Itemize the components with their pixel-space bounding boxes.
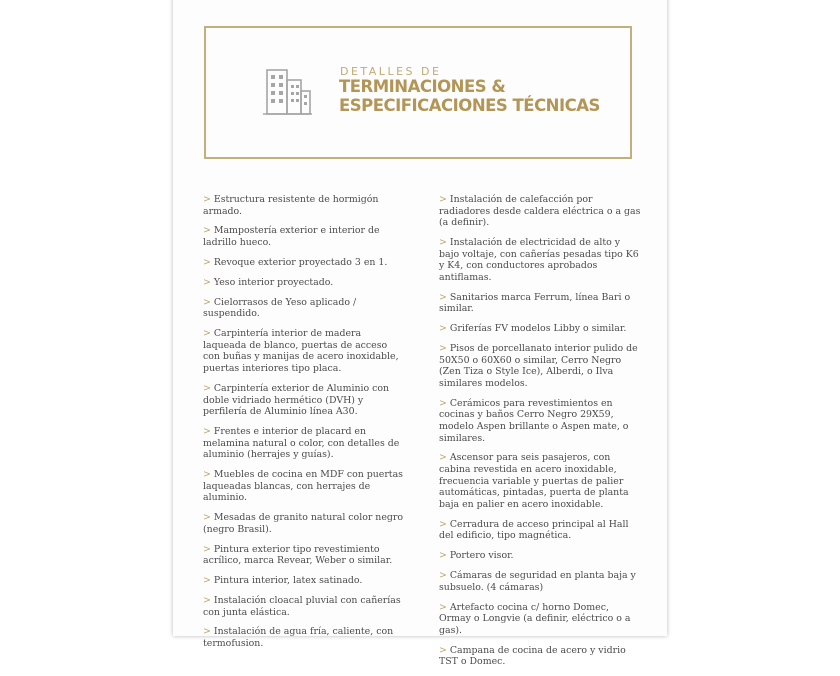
spec-item-text: Yeso interior proyectado. xyxy=(213,276,334,288)
spec-item-text: Carpintería exterior de Aluminio con doble vidriado hermético (DVH) y perfilería de Aluminio línea A30. xyxy=(203,382,390,418)
bullet-arrow-icon: > xyxy=(203,296,211,308)
spec-item xyxy=(439,237,641,283)
spec-item-text: Instalación cloacal pluvial con cañerías con junta elástica. xyxy=(203,595,401,618)
spec-item xyxy=(439,645,641,668)
bullet-arrow-icon: > xyxy=(203,575,211,587)
spec-item xyxy=(439,323,641,335)
bullet-arrow-icon: > xyxy=(439,644,447,656)
bullet-arrow-icon: > xyxy=(439,570,447,582)
spec-item xyxy=(203,383,405,418)
spec-item-text: Pisos de porcellanato interior pulido de 50X50 o 60X60 o similar, Cerro Negro (Zen Tiza o Style Ice), Alberdi, o Ilva similares modelos. xyxy=(439,343,638,389)
spec-list-left xyxy=(203,194,405,658)
spec-item-text: Ascensor para seis pasajeros, con cabina revestida en acero inoxidable, frecuencia variable y puertas de palier automáticas, pintadas, puerta de planta baja en palier en acero inoxidable. xyxy=(439,452,629,510)
bullet-arrow-icon: > xyxy=(203,382,211,394)
bullet-arrow-icon: > xyxy=(203,328,211,340)
title-line-1: TERMINACIONES & xyxy=(339,77,506,96)
spec-item xyxy=(439,452,641,510)
spec-item-text: Sanitarios marca Ferrum, línea Bari o similar. xyxy=(439,291,631,315)
spec-item xyxy=(439,550,641,562)
spec-item-text: Griferías FV modelos Libby o similar. xyxy=(449,323,627,335)
spec-item-text: Cielorrasos de Yeso aplicado / suspendido. xyxy=(203,296,357,320)
bullet-arrow-icon: > xyxy=(439,601,447,613)
spec-item xyxy=(439,292,641,315)
spec-item-text: Mesadas de granito natural color negro (negro Brasil). xyxy=(203,512,404,535)
spec-item xyxy=(439,194,641,229)
bullet-arrow-icon: > xyxy=(439,291,447,303)
bullet-arrow-icon: > xyxy=(439,550,447,562)
spec-item-text: Instalación de calefacción por radiadores desde caldera eléctrica o a gas (a definir). xyxy=(439,194,641,229)
spec-item-text: Portero visor. xyxy=(449,550,514,562)
spec-item-text: Muebles de cocina en MDF con puertas laqueadas blancas, con herrajes de aluminio. xyxy=(203,469,403,504)
spec-item-text: Pintura exterior tipo revestimiento acrílico, marca Revear, Weber o similar. xyxy=(203,543,393,567)
bullet-arrow-icon: > xyxy=(203,256,211,268)
bullet-arrow-icon: > xyxy=(203,469,211,481)
bullet-arrow-icon: > xyxy=(439,323,447,335)
bullet-arrow-icon: > xyxy=(439,452,447,464)
spec-item-text: Revoque exterior proyectado 3 en 1. xyxy=(213,256,388,268)
bullet-arrow-icon: > xyxy=(203,225,211,237)
header-kicker: DETALLES DE xyxy=(340,65,442,78)
bullet-arrow-icon: > xyxy=(439,518,447,530)
spec-item xyxy=(439,343,641,389)
spec-item-text: Frentes e interior de placard en melamina natural o color, con detalles de aluminio (herrajes y guías). xyxy=(203,425,400,461)
spec-item-text: Cámaras de seguridad en planta baja y subsuelo. (4 cámaras) xyxy=(439,570,636,593)
spec-item xyxy=(439,398,641,444)
title-line-2: ESPECIFICACIONES TÉCNICAS xyxy=(339,96,600,115)
header-frame xyxy=(204,26,632,159)
spec-item-text: Campana de cocina de acero y vidrio TST o Domec. xyxy=(439,644,626,668)
spec-item-text: Estructura resistente de hormigón armado. xyxy=(203,194,379,217)
spec-sheet xyxy=(173,0,667,668)
spec-item xyxy=(203,225,405,248)
spec-item xyxy=(203,297,405,320)
bullet-arrow-icon: > xyxy=(439,194,447,205)
bullet-arrow-icon: > xyxy=(203,543,211,555)
spec-item xyxy=(203,512,405,535)
spec-item xyxy=(203,328,405,374)
spec-item-text: Cerradura de acceso principal al Hall del edificio, tipo magnética. xyxy=(439,518,629,542)
bullet-arrow-icon: > xyxy=(203,425,211,437)
page-title xyxy=(339,77,600,115)
spec-item xyxy=(203,469,405,504)
bullet-arrow-icon: > xyxy=(439,343,447,355)
bullet-arrow-icon: > xyxy=(203,626,211,638)
spec-item-text: Artefacto cocina c/ horno Domec, Ormay o Longvie (a definir, eléctrico o a gas). xyxy=(439,601,631,636)
bullet-arrow-icon: > xyxy=(203,512,211,524)
spec-item-text: Instalación de agua fría, caliente, con termofusion. xyxy=(203,626,394,650)
spec-item-text: Pintura interior, latex satinado. xyxy=(213,575,363,587)
bullet-arrow-icon: > xyxy=(203,276,211,288)
spec-item-text: Mampostería exterior e interior de ladrillo hueco. xyxy=(203,225,380,249)
spec-item-text: Carpintería interior de madera laqueada de blanco, puertas de acceso con buñas y manijas de acero inoxidable, puertas interiores tipo placa. xyxy=(203,328,399,375)
spec-item xyxy=(203,595,405,618)
spec-item xyxy=(203,257,405,269)
spec-item xyxy=(203,194,405,217)
building-icon xyxy=(261,65,313,117)
spec-item xyxy=(203,426,405,461)
bullet-arrow-icon: > xyxy=(439,237,447,249)
bullet-arrow-icon: > xyxy=(439,397,447,409)
spec-item xyxy=(203,544,405,567)
spec-item xyxy=(203,575,405,587)
spec-item xyxy=(439,570,641,593)
bullet-arrow-icon: > xyxy=(203,194,211,205)
spec-list-right xyxy=(439,194,641,676)
bullet-arrow-icon: > xyxy=(203,595,211,606)
spec-item-text: Cerámicos para revestimientos en cocinas y baños Cerro Negro 29X59, modelo Aspen brillante o Aspen mate, o similares. xyxy=(439,397,629,444)
spec-item xyxy=(439,519,641,542)
spec-item-text: Instalación de electricidad de alto y bajo voltaje, con cañerías pesadas tipo K6 y K4, con conductores aprobados antiflamas. xyxy=(439,237,639,283)
spec-item xyxy=(439,602,641,637)
spec-item xyxy=(203,277,405,289)
